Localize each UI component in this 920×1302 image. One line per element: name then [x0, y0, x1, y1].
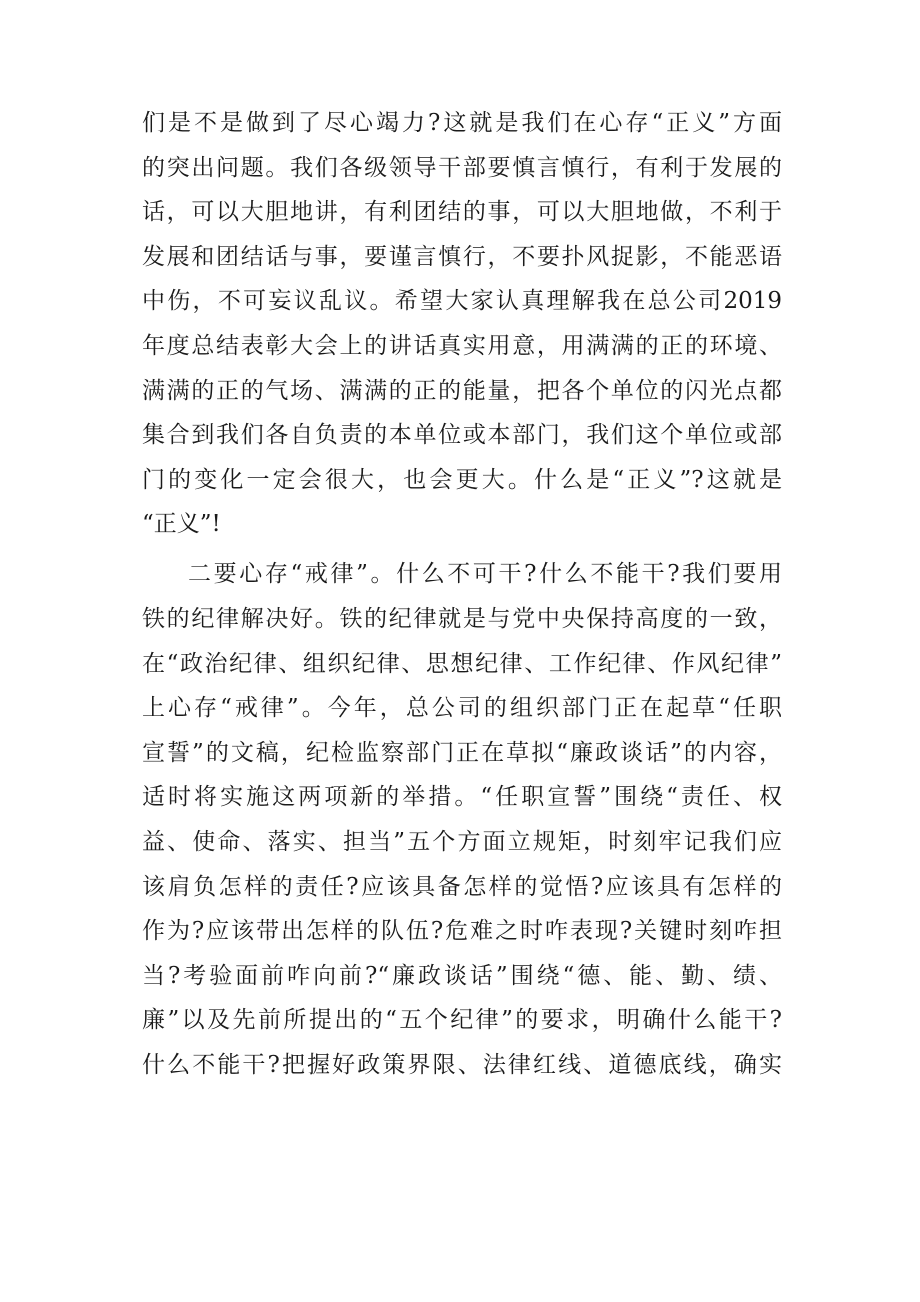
text-line: 在“政治纪律、组织纪律、思想纪律、工作纪律、作风纪律”: [142, 650, 782, 677]
text-line: 门的变化一定会很大，也会更大。什么是“正义”?这就是: [142, 466, 782, 493]
paragraph-2: [142, 555, 782, 1084]
text-line: 什么不能干?把握好政策界限、法律红线、道德底线，确实: [142, 1051, 782, 1078]
text-line: 该肩负怎样的责任?应该具备怎样的觉悟?应该具有怎样的: [142, 873, 782, 900]
text-line: 发展和团结话与事，要谨言慎行，不要扑风捉影，不能恶语: [142, 243, 782, 270]
text-line: 满满的正的气场、满满的正的能量，把各个单位的闪光点都: [142, 377, 782, 404]
text-line: 益、使命、落实、担当”五个方面立规矩，时刻牢记我们应: [142, 828, 782, 855]
text-line: “正义”!: [142, 511, 221, 538]
text-line: 中伤，不可妄议乱议。希望大家认真理解我在总公司2019: [142, 288, 782, 315]
text-line: 二要心存“戒律”。什么不可干?什么不能干?我们要用: [188, 561, 782, 588]
text-line: 的突出问题。我们各级领导干部要慎言慎行，有利于发展的: [142, 154, 782, 181]
text-line: 上心存“戒律”。今年，总公司的组织部门正在起草“任职: [142, 695, 782, 722]
document-body: [142, 104, 782, 1090]
text-line: 铁的纪律解决好。铁的纪律就是与党中央保持高度的一致，: [142, 605, 782, 632]
text-line: 年度总结表彰大会上的讲话真实用意，用满满的正的环境、: [142, 332, 782, 359]
text-line: 廉”以及先前所提出的“五个纪律”的要求，明确什么能干?: [142, 1007, 782, 1034]
text-line: 宣誓”的文稿，纪检监察部门正在草拟“廉政谈话”的内容，: [142, 739, 782, 766]
text-line: 作为?应该带出怎样的队伍?危难之时咋表现?关键时刻咋担: [142, 918, 782, 945]
text-line: 当?考验面前咋向前?“廉政谈话”围绕“德、能、勤、绩、: [142, 962, 782, 989]
text-line: 适时将实施这两项新的举措。“任职宣誓”围绕“责任、权: [142, 784, 782, 811]
text-line: 集合到我们各自负责的本单位或本部门，我们这个单位或部: [142, 422, 782, 449]
text-line: 话，可以大胆地讲，有利团结的事，可以大胆地做，不利于: [142, 199, 782, 226]
paragraph-1: [142, 104, 782, 543]
text-line: 们是不是做到了尽心竭力?这就是我们在心存“正义”方面: [142, 110, 782, 136]
